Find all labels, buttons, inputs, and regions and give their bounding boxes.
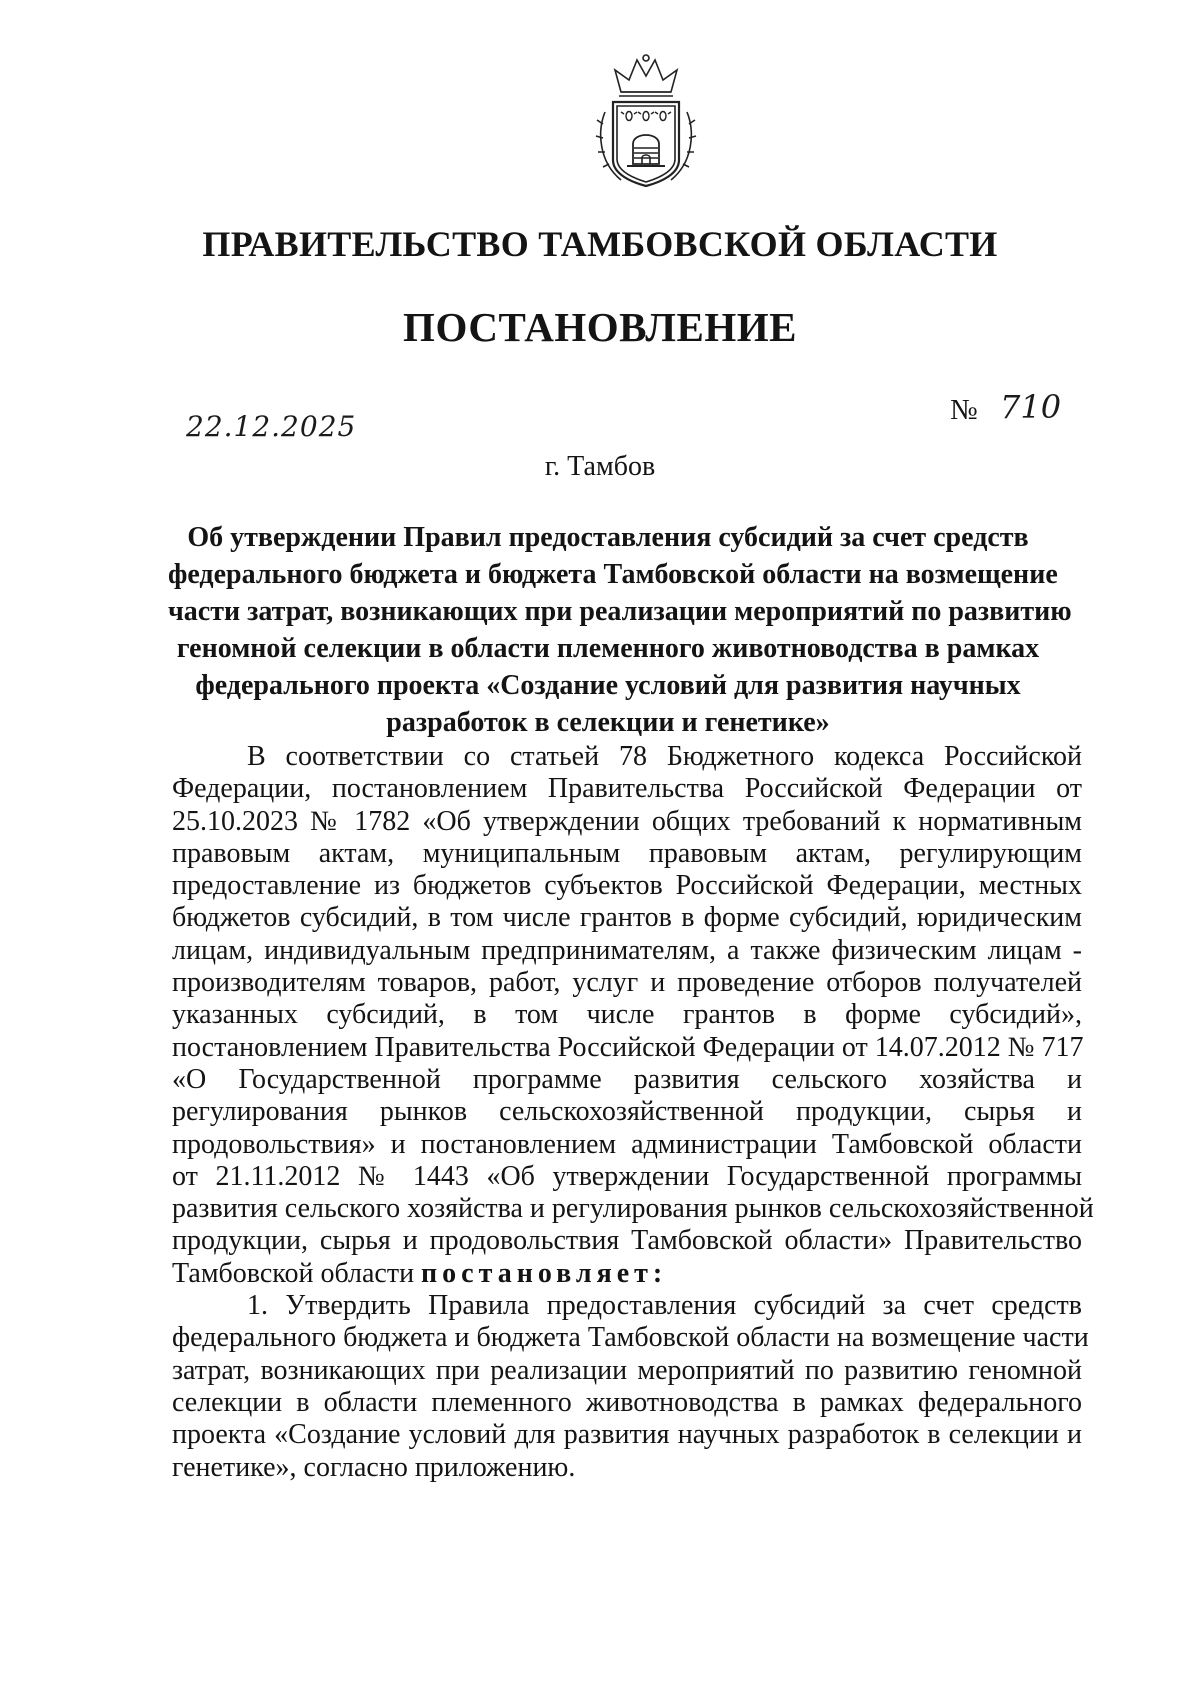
- item-1-line: 1. Утвердить Правила предоставления субсидий за счет средств: [247, 1290, 1082, 1322]
- item-1-line: федерального бюджета и бюджета Тамбовской области на возмещение части: [172, 1322, 1089, 1354]
- preamble-line: продовольствия» и постановлением администрации Тамбовской области: [172, 1128, 1082, 1160]
- preamble-line: В соответствии со статьей 78 Бюджетного кодекса Российской: [247, 741, 1082, 772]
- document-subject: [168, 519, 1072, 741]
- handwritten-date: 22.12.2025: [186, 410, 357, 443]
- preamble-line: 25.10.2023 № 1782 «Об утверждении общих требований к нормативным: [172, 805, 1082, 837]
- preamble-line: продукции, сырья и продовольствия Тамбовской области» Правительство: [172, 1225, 1082, 1257]
- preamble-line: лицам, индивидуальным предпринимателям, а также физическим лицам -: [172, 934, 1082, 966]
- preamble-final-line: [172, 1258, 1082, 1290]
- preamble-line: производителям товаров, работ, услуг и проведение отборов получателей: [172, 967, 1082, 999]
- preamble-line: постановлением Правительства Российской Федерации от 14.07.2012 № 717: [172, 1031, 1084, 1063]
- preamble-line: указанных субсидий, в том числе грантов в форме субсидий»,: [172, 999, 1082, 1031]
- document-type-title: ПОСТАНОВЛЕНИЕ: [403, 304, 797, 350]
- preamble-line: «О Государственной программе развития сельского хозяйства и: [172, 1063, 1082, 1095]
- city-line: г. Тамбов: [544, 451, 656, 482]
- subject-line: Об утверждении Правил предоставления субсидий за счет средств: [187, 522, 1029, 553]
- document-body: [172, 741, 1094, 1484]
- number-label: №: [950, 394, 978, 426]
- preamble-line: Федерации, постановлением Правительства Российской Федерации от: [172, 773, 1082, 805]
- item-1-line: проекта «Создание условий для развития научных разработок в селекции и: [172, 1419, 1082, 1451]
- preamble-line: правовым актам, муниципальным правовым актам, регулирующим: [172, 837, 1082, 869]
- preamble-line: предоставление из бюджетов субъектов Российской Федерации, местных: [172, 870, 1082, 902]
- resolves-word: постановляет:: [421, 1257, 668, 1289]
- government-name: ПРАВИТЕЛЬСТВО ТАМБОВСКОЙ ОБЛАСТИ: [202, 224, 998, 264]
- item-1-line: генетике», согласно приложению.: [172, 1451, 576, 1483]
- preamble-line: регулирования рынков сельскохозяйственной продукции, сырья и: [172, 1096, 1082, 1128]
- handwritten-number: 710: [1000, 388, 1062, 426]
- subject-line: федерального бюджета и бюджета Тамбовской области на возмещение: [168, 559, 1058, 590]
- preamble-line: бюджетов субсидий, в том числе грантов в форме субсидий, юридическим: [172, 902, 1082, 934]
- tambov-oblast-coat-of-arms-icon: [591, 52, 701, 192]
- preamble-line: развития сельского хозяйства и регулирования рынков сельскохозяйственной: [172, 1193, 1094, 1225]
- item-1-line: селекции в области племенного животноводства в рамках федерального: [172, 1386, 1082, 1418]
- subject-line: геномной селекции в области племенного животноводства в рамках: [176, 633, 1040, 664]
- preamble-final-prefix: Тамбовской области: [172, 1257, 422, 1289]
- preamble-line: от 21.11.2012 № 1443 «Об утверждении Государственной программы: [172, 1160, 1082, 1192]
- item-1-line: затрат, возникающих при реализации мероприятий по развитию геномной: [172, 1354, 1082, 1386]
- subject-line: разработок в селекции и генетике»: [386, 707, 830, 738]
- subject-line: федерального проекта «Создание условий для развития научных: [195, 670, 1021, 701]
- subject-line: части затрат, возникающих при реализации мероприятий по развитию: [168, 596, 1072, 627]
